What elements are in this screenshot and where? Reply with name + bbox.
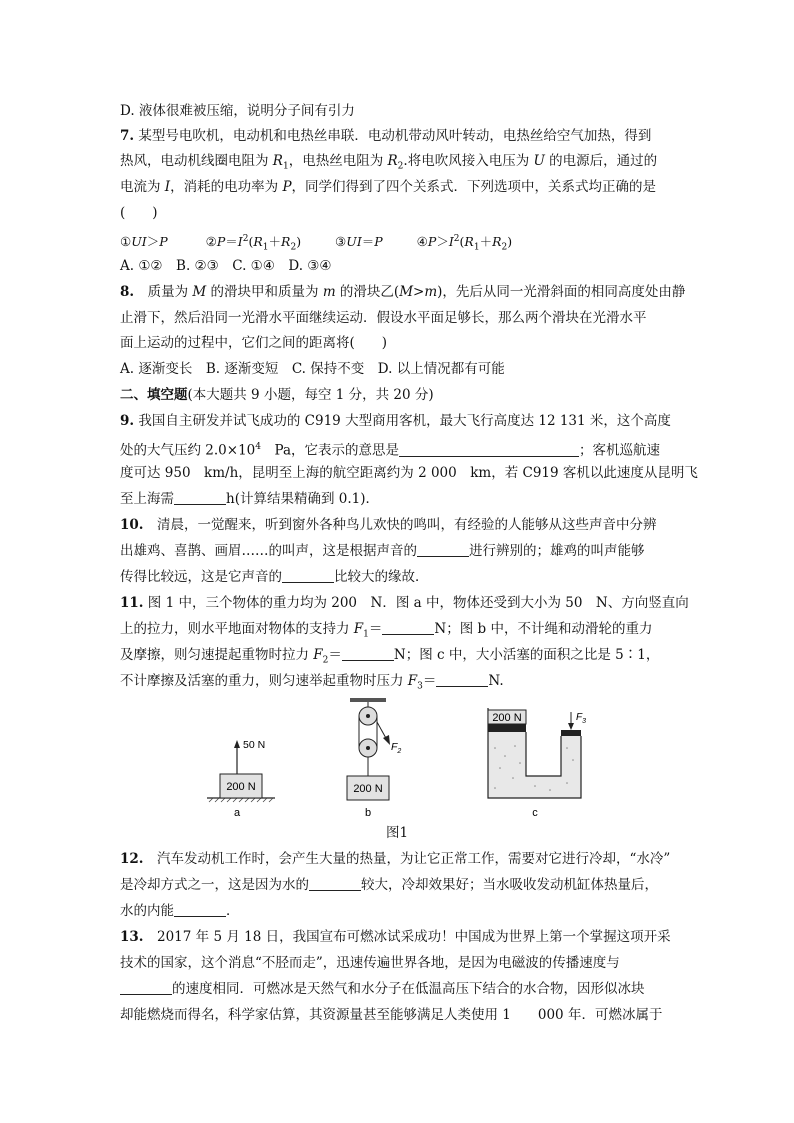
force-arrowhead-b xyxy=(383,735,390,745)
figure-b-label: b xyxy=(364,807,372,819)
force-arrowhead-a xyxy=(234,740,240,748)
q13-line-1: 13. 2017 年 5 月 18 日，我国宣布可燃冰试采成功！中国成为世界上第一个掌握这项开采 xyxy=(120,929,671,945)
q10-line-3: 传得比较远，这是它声音的 比较大的缘故． xyxy=(120,569,429,585)
block-b-weight-label: 200 N xyxy=(353,783,383,795)
small-piston xyxy=(561,730,581,736)
q11-line-1: 11. 图 1 中，三个物体的重力均为 200 N．图 a 中，物体还受到大小为 50 N、方向竖直向 xyxy=(120,595,689,611)
q9-blank-1[interactable] xyxy=(399,443,579,457)
q8-line-3: 面上运动的过程中，它们之间的距离将( ) xyxy=(120,335,388,351)
q7-choices: A. ①② B. ②③ C. ①④ D. ③④ xyxy=(120,258,332,274)
q13-line-2: 技术的国家，这个消息“不胫而走”，迅速传遍世界各地，是因为电磁波的传播速度与 xyxy=(120,955,620,971)
q7-line-1: 7. 某型号电吹机，电动机和电热丝串联．电动机带动风叶转动，电热丝给空气加热，得到 xyxy=(120,128,652,144)
q11-line-3: 及摩擦，则匀速提起重物时拉力 $F_2= N$；图 c 中，大小活塞的面积之比是 5∶1， xyxy=(120,647,660,666)
q10-line-1: 10. 清晨，一觉醒来，听到窗外各种鸟儿欢快的鸣叫，有经验的人能够从这些声音中分辨 xyxy=(120,517,657,533)
q11-line-2: 上的拉力，则水平地面对物体的支持力 $F_1= N$；图 b 中，不计绳和动滑轮的重力 xyxy=(120,621,653,640)
movable-pulley-axle xyxy=(366,746,370,750)
hydraulic-liquid xyxy=(488,732,581,798)
q11-blank-1[interactable] xyxy=(382,621,434,635)
q13-blank-1[interactable] xyxy=(120,981,172,995)
q6-option-d: D. 液体很难被压缩，说明分子间有引力 xyxy=(120,103,355,119)
block-a-weight-label: 200 N xyxy=(226,781,256,793)
figure-a-label: a xyxy=(233,807,241,819)
q13-line-3: 的速度相同．可燃冰是天然气和水分子在低温高压下结合的水合物，因形似冰块 xyxy=(120,980,645,998)
force-c-label: $F_3$ xyxy=(576,712,587,725)
figure-a xyxy=(207,739,275,819)
q10-blank-1[interactable] xyxy=(417,543,469,557)
q9-line-2: 处的大气压约 $2.0\times 10^4$ Pa，它表示的意思是 ；客机巡航速 xyxy=(120,442,661,459)
figure-caption: 图1 xyxy=(386,825,409,841)
q7-relations: ①UI＞P $②P=I^2(R_1+R_2)$ ③UI＝P $④P>I^2(R_1+R_2)$ xyxy=(120,234,513,253)
q12-blank-1[interactable] xyxy=(309,877,361,891)
q12-blank-2[interactable] xyxy=(174,903,226,917)
force-a-label: 50 N xyxy=(243,739,266,751)
vessel-inner-wall xyxy=(526,732,561,776)
q11-blank-3[interactable] xyxy=(436,673,488,687)
force-b-label: $F_2$ xyxy=(391,741,402,755)
q12-line-1: 12. 汽车发动机工作时，会产生大量的热量，为让它正常工作，需要对它进行冷却，“水冷” xyxy=(120,851,671,867)
q12-line-2: 是冷却方式之一，这是因为水的 较大，冷却效果好；当水吸收发动机缸体热量后， xyxy=(120,877,658,893)
q9-line-4: 至上海需 h(计算结果精确到 0.1)． xyxy=(120,491,379,507)
q9-blank-2[interactable] xyxy=(174,491,226,505)
section-heading: 二、填空题(本大题共 9 小题，每空 1 分，共 20 分) xyxy=(120,387,434,403)
q11-line-4: 不计摩擦及活塞的重力，则匀速举起重物时压力 $F_3= N$. xyxy=(120,673,504,692)
ceiling-b xyxy=(350,698,386,702)
q13-line-4: 却能燃烧而得名，科学家估算，其资源量甚至能够满足人类使用 1 000 年．可燃冰属于 xyxy=(120,1007,663,1023)
figure-1 xyxy=(195,698,595,824)
q8-line-2: 止滑下，然后沿同一光滑水平面继续运动．假设水平面足够长，那么两个滑块在光滑水平 xyxy=(120,310,647,326)
q11-blank-2[interactable] xyxy=(342,647,394,661)
q7-line-3: 电流为 I，消耗的电功率为 P，同学们得到了四个关系式．下列选项中，关系式均正确的是 xyxy=(120,179,657,195)
block-c-weight-label: 200 N xyxy=(492,712,522,724)
force-arrowhead-c xyxy=(568,723,574,730)
q10-blank-2[interactable] xyxy=(282,569,334,583)
q8-choices: A. 逐渐变长 B. 逐渐变短 C. 保持不变 D. 以上情况都有可能 xyxy=(120,361,505,377)
q8-line-1: 8. 质量为 M 的滑块甲和质量为 m 的滑块乙(M>m)，先后从同一光滑斜面的相同高度处由静 xyxy=(120,284,686,300)
q10-line-2: 出雄鸡、喜鹊、画眉……的叫声，这是根据声音的 进行辨别的；雄鸡的叫声能够 xyxy=(120,543,645,559)
q9-line-3: 度可达 950 km/h，昆明至上海的航空距离约为 2 000 km，若 C919 客机以此速度从昆明飞 xyxy=(120,465,698,481)
q9-line-1: 9. 我国自主研发并试飞成功的 C919 大型商用客机，最大飞行高度达 12 131 米，这个高度 xyxy=(120,413,671,429)
figure-b xyxy=(347,698,401,819)
large-piston xyxy=(488,724,526,732)
fixed-pulley-axle xyxy=(366,714,370,718)
q12-line-3: 水的内能 ． xyxy=(120,903,240,919)
figure-c xyxy=(488,708,586,819)
q7-line-2: 热风，电动机线圈电阻为 $R_1$，电热丝电阻为 $R_2$.将电吹风接入电压为 U 的电源后，通过的 xyxy=(120,153,658,172)
q7-answer-paren: ( ) xyxy=(120,205,158,221)
figure-c-label: c xyxy=(532,807,538,819)
